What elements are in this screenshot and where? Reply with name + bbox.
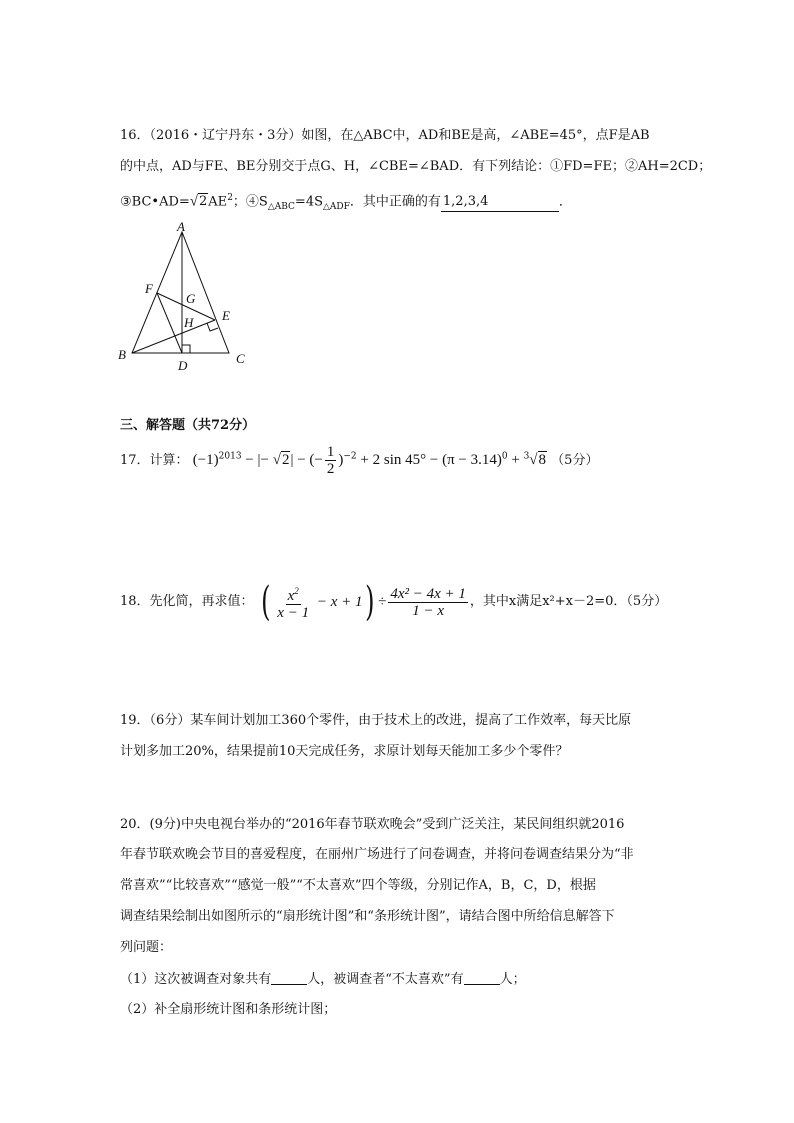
triangle-figure bbox=[112, 222, 262, 372]
q18-mid: − x + 1 bbox=[313, 594, 363, 610]
q17-sqrt2: 2 bbox=[281, 452, 290, 468]
q17-exp3: 0 bbox=[501, 451, 508, 462]
q20-sub-question-2: （2）补全扇形统计图和条形统计图； bbox=[120, 1002, 337, 1017]
q18: 18．先化简，再求值： ( $\frac{x^2}{x - 1}$ − x + 1) ÷ $\frac{\text{4x² − 4x + 1}}{1 - x}$ ，其中x满足x²+x－2=0．（5分） bbox=[120, 579, 668, 625]
q18-fraction-2 bbox=[388, 586, 468, 619]
q18-f1-den: x − 1 bbox=[277, 605, 310, 621]
q17: 17．计算： $(-1)^{2013}$ − |− √2| − (− $\frac{1}{2}$ )$^{-2}$ + 2 $\sin 45^\circ - (\pi - 3.14)^0 + ^3√8$ （5分） bbox=[120, 444, 599, 477]
q18-f1-num-exp: 2 bbox=[294, 586, 299, 596]
q17-cube-index: 3 bbox=[523, 451, 530, 462]
q20-sub-question-1 bbox=[120, 970, 526, 989]
q20-line-4: 调查结果绘制出如图所示的“扇形统计图”和“条形统计图”，请结合图中所给信息解答下 bbox=[120, 909, 615, 924]
right-angle-d bbox=[182, 345, 190, 353]
section-3-heading: 三、解答题（共72分） bbox=[120, 418, 256, 433]
q17-abs: − |− bbox=[241, 452, 273, 468]
altitude-be bbox=[132, 320, 215, 353]
q20-blank-total bbox=[271, 970, 307, 985]
label-a: A bbox=[177, 222, 185, 234]
q20-blank-dislike bbox=[464, 970, 500, 985]
q17-pow-close: ) bbox=[338, 452, 344, 468]
q18-f2-num: 4x² − 4x + 1 bbox=[390, 585, 466, 602]
q17-trig: + 2 sin 45° − (π − 3.14) bbox=[356, 452, 502, 468]
q16-line-3-part-a: ③BC•AD= bbox=[120, 194, 190, 210]
q17-exp1: 2013 bbox=[218, 451, 242, 462]
q16-sub-abc: △ABC bbox=[267, 201, 295, 212]
label-d: D bbox=[178, 358, 188, 372]
q16-line-3-ae: AE bbox=[208, 194, 228, 210]
q17-cube-arg: 8 bbox=[538, 452, 547, 468]
label-g: G bbox=[186, 291, 196, 306]
label-h: H bbox=[184, 315, 194, 330]
q16-line-1: 16．（2016・辽宁丹东・3分）如图，在△ABC中，AD和BE是高，∠ABE=45°，点F是AB bbox=[120, 128, 650, 143]
q17-plus: + bbox=[507, 452, 524, 468]
q16-line-3-part-e: ．其中正确的有 bbox=[349, 194, 441, 210]
q17-exp2: −2 bbox=[343, 451, 357, 462]
label-e: E bbox=[222, 308, 230, 323]
label-b: B bbox=[118, 347, 126, 362]
q18-prefix: 18．先化简，再求值： bbox=[120, 594, 254, 609]
q17-base: (−1) bbox=[192, 452, 219, 468]
q18-fraction-1 bbox=[275, 583, 311, 621]
q16-sqrt-value: 2 bbox=[199, 194, 208, 210]
q18-suffix: ，其中x满足x²+x－2=0．（5分） bbox=[469, 594, 668, 609]
q18-f2-den: 1 − x bbox=[412, 602, 444, 619]
q20-line-1: 20．(9分)中央电视台举办的“2016年春节联欢晚会”受到广泛关注，某民间组织就2016 bbox=[120, 817, 625, 832]
q16-line-2: 的中点，AD与FE、BE分别交于点G、H，∠CBE=∠BAD．有下列结论：①FD=FE；②AH=2CD； bbox=[120, 159, 712, 174]
q17-fraction bbox=[325, 444, 337, 477]
q18-f1-num: x bbox=[287, 588, 295, 604]
q18-div: ÷ bbox=[378, 594, 387, 610]
segment-fd bbox=[157, 293, 182, 353]
q16-line-3-end: ． bbox=[558, 194, 572, 210]
q16-line-3-part-d: =4S bbox=[294, 194, 323, 210]
q17-frac-num: 1 bbox=[326, 444, 335, 460]
q16-line-3-part-c: ；④S bbox=[232, 194, 268, 210]
q17-frac-den: 2 bbox=[326, 461, 335, 477]
q16-answer: 1,2,3,4 bbox=[441, 193, 559, 212]
right-angle-e bbox=[207, 323, 218, 331]
q20-sub1-part-b: 人，被调查者“不太喜欢”有 bbox=[307, 972, 464, 987]
q20-sub1-part-a: （1）这次被调查对象共有 bbox=[120, 972, 272, 987]
q16-line-3: $③BC•AD=√2AE^2$；$④S_{\triangle ABC}=4S_{\triangle ADF}$．其中正确的有 1,2,3,4 ． bbox=[120, 193, 572, 212]
q20-sub1-part-c: 人； bbox=[499, 972, 526, 987]
label-f: F bbox=[145, 281, 153, 296]
q20-line-2: 年春节联欢晚会节目的喜爱程度，在丽州广场进行了问卷调查，并将问卷调查结果分为“非 bbox=[120, 847, 634, 862]
q17-prefix: 17．计算： bbox=[120, 453, 189, 468]
q19-line-1: 19．（6分）某车间计划加工360个零件，由于技术上的改进，提高了工作效率，每天比原 bbox=[120, 713, 632, 728]
q19-line-2: 计划多加工20%，结果提前10天完成任务，求原计划每天能加工多少个零件？ bbox=[120, 744, 569, 759]
q16-sub-adf: △ADF bbox=[323, 201, 350, 212]
q20-line-3: 常喜欢”“比较喜欢”“感觉一般”“不太喜欢”四个等级，分别记作A，B，C，D，根据 bbox=[120, 878, 596, 893]
label-c: C bbox=[236, 351, 245, 366]
q17-abs-close: | − (− bbox=[290, 452, 323, 468]
q17-score: （5分） bbox=[551, 453, 599, 468]
q20-line-5: 列问题： bbox=[120, 940, 173, 955]
